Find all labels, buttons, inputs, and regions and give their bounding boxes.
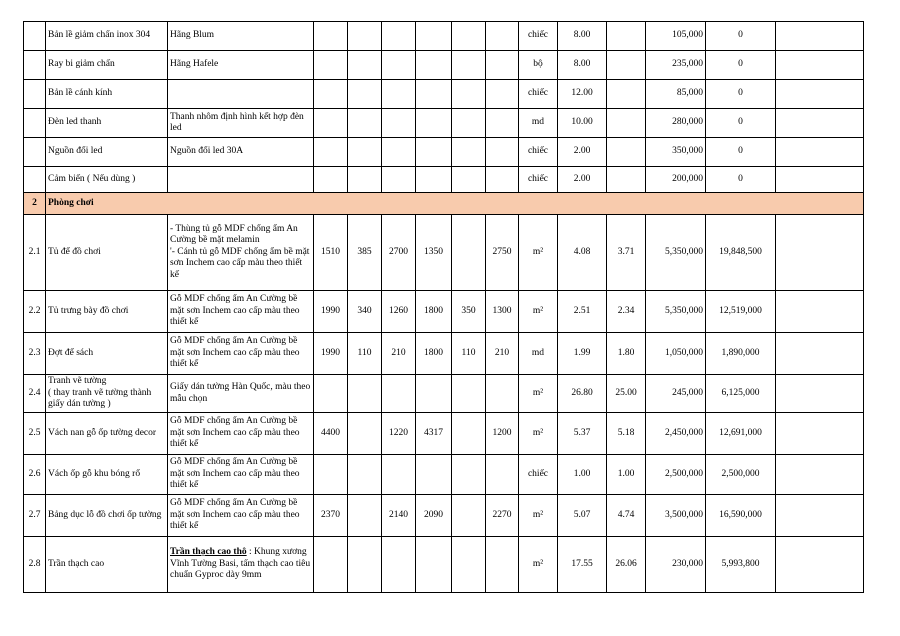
cell-name: Đợt để sách: [46, 333, 168, 375]
cell-desc: [168, 537, 314, 593]
cell-qty: 2.00: [558, 138, 607, 167]
cell-d: 340: [348, 291, 382, 333]
cell-qty2: 2.34: [607, 291, 646, 333]
cell-qty: 1.00: [558, 455, 607, 495]
table-row: [24, 215, 864, 291]
cell-w: 1990: [314, 291, 348, 333]
cell-note: [776, 22, 864, 51]
cell-h: 2140: [382, 495, 416, 537]
cell-qty2: 5.18: [607, 413, 646, 455]
cell-d: 110: [348, 333, 382, 375]
cell-qty2: 1.00: [607, 455, 646, 495]
cell-qty2: [607, 109, 646, 138]
desc-rest: : Khung xương Vĩnh Tường Basi, tấm thạch cao tiêu chuẩn Gyproc dày 9mm: [170, 547, 311, 581]
cell-stt: 2.7: [24, 495, 46, 537]
cell-qty: 26.80: [558, 375, 607, 413]
cell-qty: 2.00: [558, 167, 607, 193]
cell-h: 1260: [382, 291, 416, 333]
cell-unit: m²: [519, 537, 558, 593]
cell-price: 3,500,000: [646, 495, 706, 537]
cell-desc: Gỗ MDF chống ẩm An Cường bề mặt sơn Inchem cao cấp màu theo thiết kế: [168, 291, 314, 333]
cell-total: 12,691,000: [706, 413, 776, 455]
cell-stt: 2.5: [24, 413, 46, 455]
cell-qty2: 1.80: [607, 333, 646, 375]
cell-l1: [416, 455, 452, 495]
table-row: [24, 109, 864, 138]
quotation-table: [23, 21, 864, 593]
cell-h: [382, 138, 416, 167]
cell-name: Cảm biến ( Nếu dùng ): [46, 167, 168, 193]
cell-stt: [24, 80, 46, 109]
cell-l3: [486, 138, 519, 167]
cell-desc: Gỗ MDF chống ẩm An Cường bề mặt sơn Inchem cao cấp màu theo thiết kế: [168, 455, 314, 495]
cell-l1: [416, 167, 452, 193]
cell-price: 105,000: [646, 22, 706, 51]
cell-l1: [416, 22, 452, 51]
cell-unit: m²: [519, 215, 558, 291]
cell-name: Đèn led thanh: [46, 109, 168, 138]
cell-l2: [452, 215, 486, 291]
cell-empty: [382, 537, 416, 593]
cell-l3: 2750: [486, 215, 519, 291]
cell-l2: [452, 51, 486, 80]
cell-stt: [24, 109, 46, 138]
cell-l3: [486, 375, 519, 413]
cell-total: 2,500,000: [706, 455, 776, 495]
cell-note: [776, 537, 864, 593]
cell-l1: [416, 138, 452, 167]
cell-l3: 210: [486, 333, 519, 375]
cell-h: [382, 80, 416, 109]
cell-l2: [452, 138, 486, 167]
cell-qty: 2.51: [558, 291, 607, 333]
cell-d: [348, 22, 382, 51]
cell-w: 2370: [314, 495, 348, 537]
table-row: [24, 167, 864, 193]
cell-l2: [452, 109, 486, 138]
cell-d: [348, 80, 382, 109]
cell-name: Nguồn đổi led: [46, 138, 168, 167]
cell-desc: - Thùng tủ gỗ MDF chống ẩm An Cường bề mặt melamin '- Cánh tủ gỗ MDF chống ẩm bề mặt sơn Inchem cao cấp màu theo thiết kế: [168, 215, 314, 291]
cell-h: 1220: [382, 413, 416, 455]
cell-desc: Hãng Hafele: [168, 51, 314, 80]
cell-price: 1,050,000: [646, 333, 706, 375]
cell-note: [776, 51, 864, 80]
cell-name: Tủ để đồ chơi: [46, 215, 168, 291]
table-row: [24, 51, 864, 80]
cell-d: [348, 413, 382, 455]
cell-total: 5,993,800: [706, 537, 776, 593]
cell-l3: [486, 455, 519, 495]
cell-desc: [168, 80, 314, 109]
cell-qty: 10.00: [558, 109, 607, 138]
cell-d: [348, 495, 382, 537]
cell-l2: [452, 495, 486, 537]
cell-note: [776, 80, 864, 109]
cell-h: [382, 22, 416, 51]
cell-l2: [452, 80, 486, 109]
cell-l1: [416, 51, 452, 80]
cell-unit: chiếc: [519, 80, 558, 109]
cell-qty: 8.00: [558, 51, 607, 80]
cell-note: [776, 375, 864, 413]
cell-desc: [168, 167, 314, 193]
table-row: [24, 455, 864, 495]
cell-total: 0: [706, 51, 776, 80]
cell-qty2: [607, 80, 646, 109]
section-title: Phòng chơi: [46, 193, 864, 215]
cell-d: [348, 51, 382, 80]
cell-total: 16,590,000: [706, 495, 776, 537]
cell-w: [314, 167, 348, 193]
cell-total: 1,890,000: [706, 333, 776, 375]
cell-empty: [486, 537, 519, 593]
cell-unit: md: [519, 333, 558, 375]
cell-empty: [348, 537, 382, 593]
cell-price: 85,000: [646, 80, 706, 109]
cell-l2: [452, 455, 486, 495]
cell-qty2: [607, 51, 646, 80]
table-row: [24, 138, 864, 167]
section-row: [24, 193, 864, 215]
cell-unit: chiếc: [519, 167, 558, 193]
cell-d: 385: [348, 215, 382, 291]
cell-note: [776, 413, 864, 455]
cell-total: 0: [706, 167, 776, 193]
cell-price: 350,000: [646, 138, 706, 167]
cell-w: [314, 455, 348, 495]
table-row: [24, 22, 864, 51]
cell-unit: bộ: [519, 51, 558, 80]
table-row: [24, 291, 864, 333]
cell-l1: [416, 109, 452, 138]
cell-d: [348, 109, 382, 138]
cell-l3: 1200: [486, 413, 519, 455]
cell-unit: md: [519, 109, 558, 138]
cell-l3: [486, 22, 519, 51]
cell-note: [776, 138, 864, 167]
cell-qty: 5.37: [558, 413, 607, 455]
cell-unit: chiếc: [519, 138, 558, 167]
cell-l2: 110: [452, 333, 486, 375]
cell-stt: [24, 167, 46, 193]
cell-unit: m²: [519, 495, 558, 537]
cell-l3: [486, 51, 519, 80]
cell-name: Bản lề giảm chấn inox 304: [46, 22, 168, 51]
cell-desc: Gỗ MDF chống ẩm An Cường bề mặt sơn Inchem cao cấp màu theo thiết kế: [168, 333, 314, 375]
table-row: [24, 495, 864, 537]
cell-stt: [24, 51, 46, 80]
cell-h: 2700: [382, 215, 416, 291]
cell-l1: 1350: [416, 215, 452, 291]
cell-unit: chiếc: [519, 22, 558, 51]
cell-h: [382, 375, 416, 413]
cell-stt: [24, 138, 46, 167]
cell-qty: 1.99: [558, 333, 607, 375]
cell-w: [314, 51, 348, 80]
cell-name: Ray bi giảm chấn: [46, 51, 168, 80]
cell-name: Bảng dục lỗ đồ chơi ốp tường: [46, 495, 168, 537]
cell-stt: 2.8: [24, 537, 46, 593]
cell-l3: 1300: [486, 291, 519, 333]
cell-d: [348, 375, 382, 413]
cell-unit: chiếc: [519, 455, 558, 495]
cell-empty: [416, 537, 452, 593]
cell-note: [776, 291, 864, 333]
cell-l1: [416, 375, 452, 413]
cell-name: Trần thạch cao: [46, 537, 168, 593]
cell-total: 0: [706, 80, 776, 109]
cell-qty: 4.08: [558, 215, 607, 291]
cell-desc: Giấy dán tường Hàn Quốc, màu theo mẫu chọn: [168, 375, 314, 413]
cell-note: [776, 109, 864, 138]
cell-unit: m²: [519, 375, 558, 413]
cell-qty2: 3.71: [607, 215, 646, 291]
table-row: [24, 537, 864, 593]
cell-stt: [24, 22, 46, 51]
cell-qty2: [607, 138, 646, 167]
cell-empty: [452, 537, 486, 593]
cell-w: [314, 375, 348, 413]
cell-l2: [452, 375, 486, 413]
cell-h: 210: [382, 333, 416, 375]
cell-stt: 2.6: [24, 455, 46, 495]
cell-h: [382, 51, 416, 80]
cell-l3: [486, 109, 519, 138]
cell-h: [382, 167, 416, 193]
cell-total: 12,519,000: [706, 291, 776, 333]
cell-h: [382, 455, 416, 495]
cell-qty2: [607, 22, 646, 51]
cell-qty2: 25.00: [607, 375, 646, 413]
cell-note: [776, 455, 864, 495]
cell-w: [314, 138, 348, 167]
cell-note: [776, 333, 864, 375]
cell-l2: [452, 413, 486, 455]
cell-qty: 12.00: [558, 80, 607, 109]
cell-d: [348, 138, 382, 167]
cell-price: 200,000: [646, 167, 706, 193]
cell-w: [314, 109, 348, 138]
cell-h: [382, 109, 416, 138]
cell-note: [776, 495, 864, 537]
cell-price: 235,000: [646, 51, 706, 80]
cell-name: Tủ trưng bày đồ chơi: [46, 291, 168, 333]
cell-unit: m²: [519, 413, 558, 455]
table-row: [24, 375, 864, 413]
cell-stt: 2.4: [24, 375, 46, 413]
table-row: [24, 333, 864, 375]
cell-name: Bản lề cánh kính: [46, 80, 168, 109]
cell-qty2: [607, 167, 646, 193]
cell-l2: [452, 167, 486, 193]
desc-bold: Trần thạch cao thô: [170, 547, 247, 558]
cell-price: 2,450,000: [646, 413, 706, 455]
cell-total: 0: [706, 138, 776, 167]
cell-desc: Thanh nhôm định hình kết hợp đèn led: [168, 109, 314, 138]
cell-total: 0: [706, 22, 776, 51]
cell-qty: 17.55: [558, 537, 607, 593]
table-row: [24, 80, 864, 109]
cell-l2: [452, 22, 486, 51]
cell-w: 1510: [314, 215, 348, 291]
cell-stt: 2.1: [24, 215, 46, 291]
cell-price: 245,000: [646, 375, 706, 413]
cell-l1: [416, 80, 452, 109]
cell-l2: 350: [452, 291, 486, 333]
table-row: [24, 413, 864, 455]
cell-stt: 2.2: [24, 291, 46, 333]
cell-l1: 2090: [416, 495, 452, 537]
cell-name: Vách nan gỗ ốp tường decor: [46, 413, 168, 455]
cell-price: 280,000: [646, 109, 706, 138]
cell-empty: [314, 537, 348, 593]
cell-qty: 8.00: [558, 22, 607, 51]
cell-price: 5,350,000: [646, 291, 706, 333]
cell-l3: [486, 80, 519, 109]
cell-l3: [486, 167, 519, 193]
cell-note: [776, 215, 864, 291]
cell-total: 19,848,500: [706, 215, 776, 291]
cell-l3: 2270: [486, 495, 519, 537]
cell-l1: 4317: [416, 413, 452, 455]
cell-name: Vách ốp gỗ khu bóng rổ: [46, 455, 168, 495]
cell-d: [348, 167, 382, 193]
cell-w: [314, 80, 348, 109]
cell-qty2: 4.74: [607, 495, 646, 537]
cell-l1: 1800: [416, 291, 452, 333]
cell-note: [776, 167, 864, 193]
cell-stt: 2.3: [24, 333, 46, 375]
cell-total: 0: [706, 109, 776, 138]
cell-w: [314, 22, 348, 51]
section-number: 2: [24, 193, 46, 215]
cell-desc: Hãng Blum: [168, 22, 314, 51]
cell-desc: Gỗ MDF chống ẩm An Cường bề mặt sơn Inchem cao cấp màu theo thiết kế: [168, 413, 314, 455]
cell-total: 6,125,000: [706, 375, 776, 413]
cell-price: 230,000: [646, 537, 706, 593]
cell-qty: 5.07: [558, 495, 607, 537]
cell-l1: 1800: [416, 333, 452, 375]
cell-name: Tranh vẽ tường ( thay tranh vẽ tường thành giấy dán tường ): [46, 375, 168, 413]
cell-desc: Nguồn đổi led 30A: [168, 138, 314, 167]
cell-price: 2,500,000: [646, 455, 706, 495]
cell-d: [348, 455, 382, 495]
cell-qty2: 26.06: [607, 537, 646, 593]
cell-unit: m²: [519, 291, 558, 333]
cell-w: 4400: [314, 413, 348, 455]
cell-desc: Gỗ MDF chống ẩm An Cường bề mặt sơn Inchem cao cấp màu theo thiết kế: [168, 495, 314, 537]
cell-price: 5,350,000: [646, 215, 706, 291]
cell-w: 1990: [314, 333, 348, 375]
